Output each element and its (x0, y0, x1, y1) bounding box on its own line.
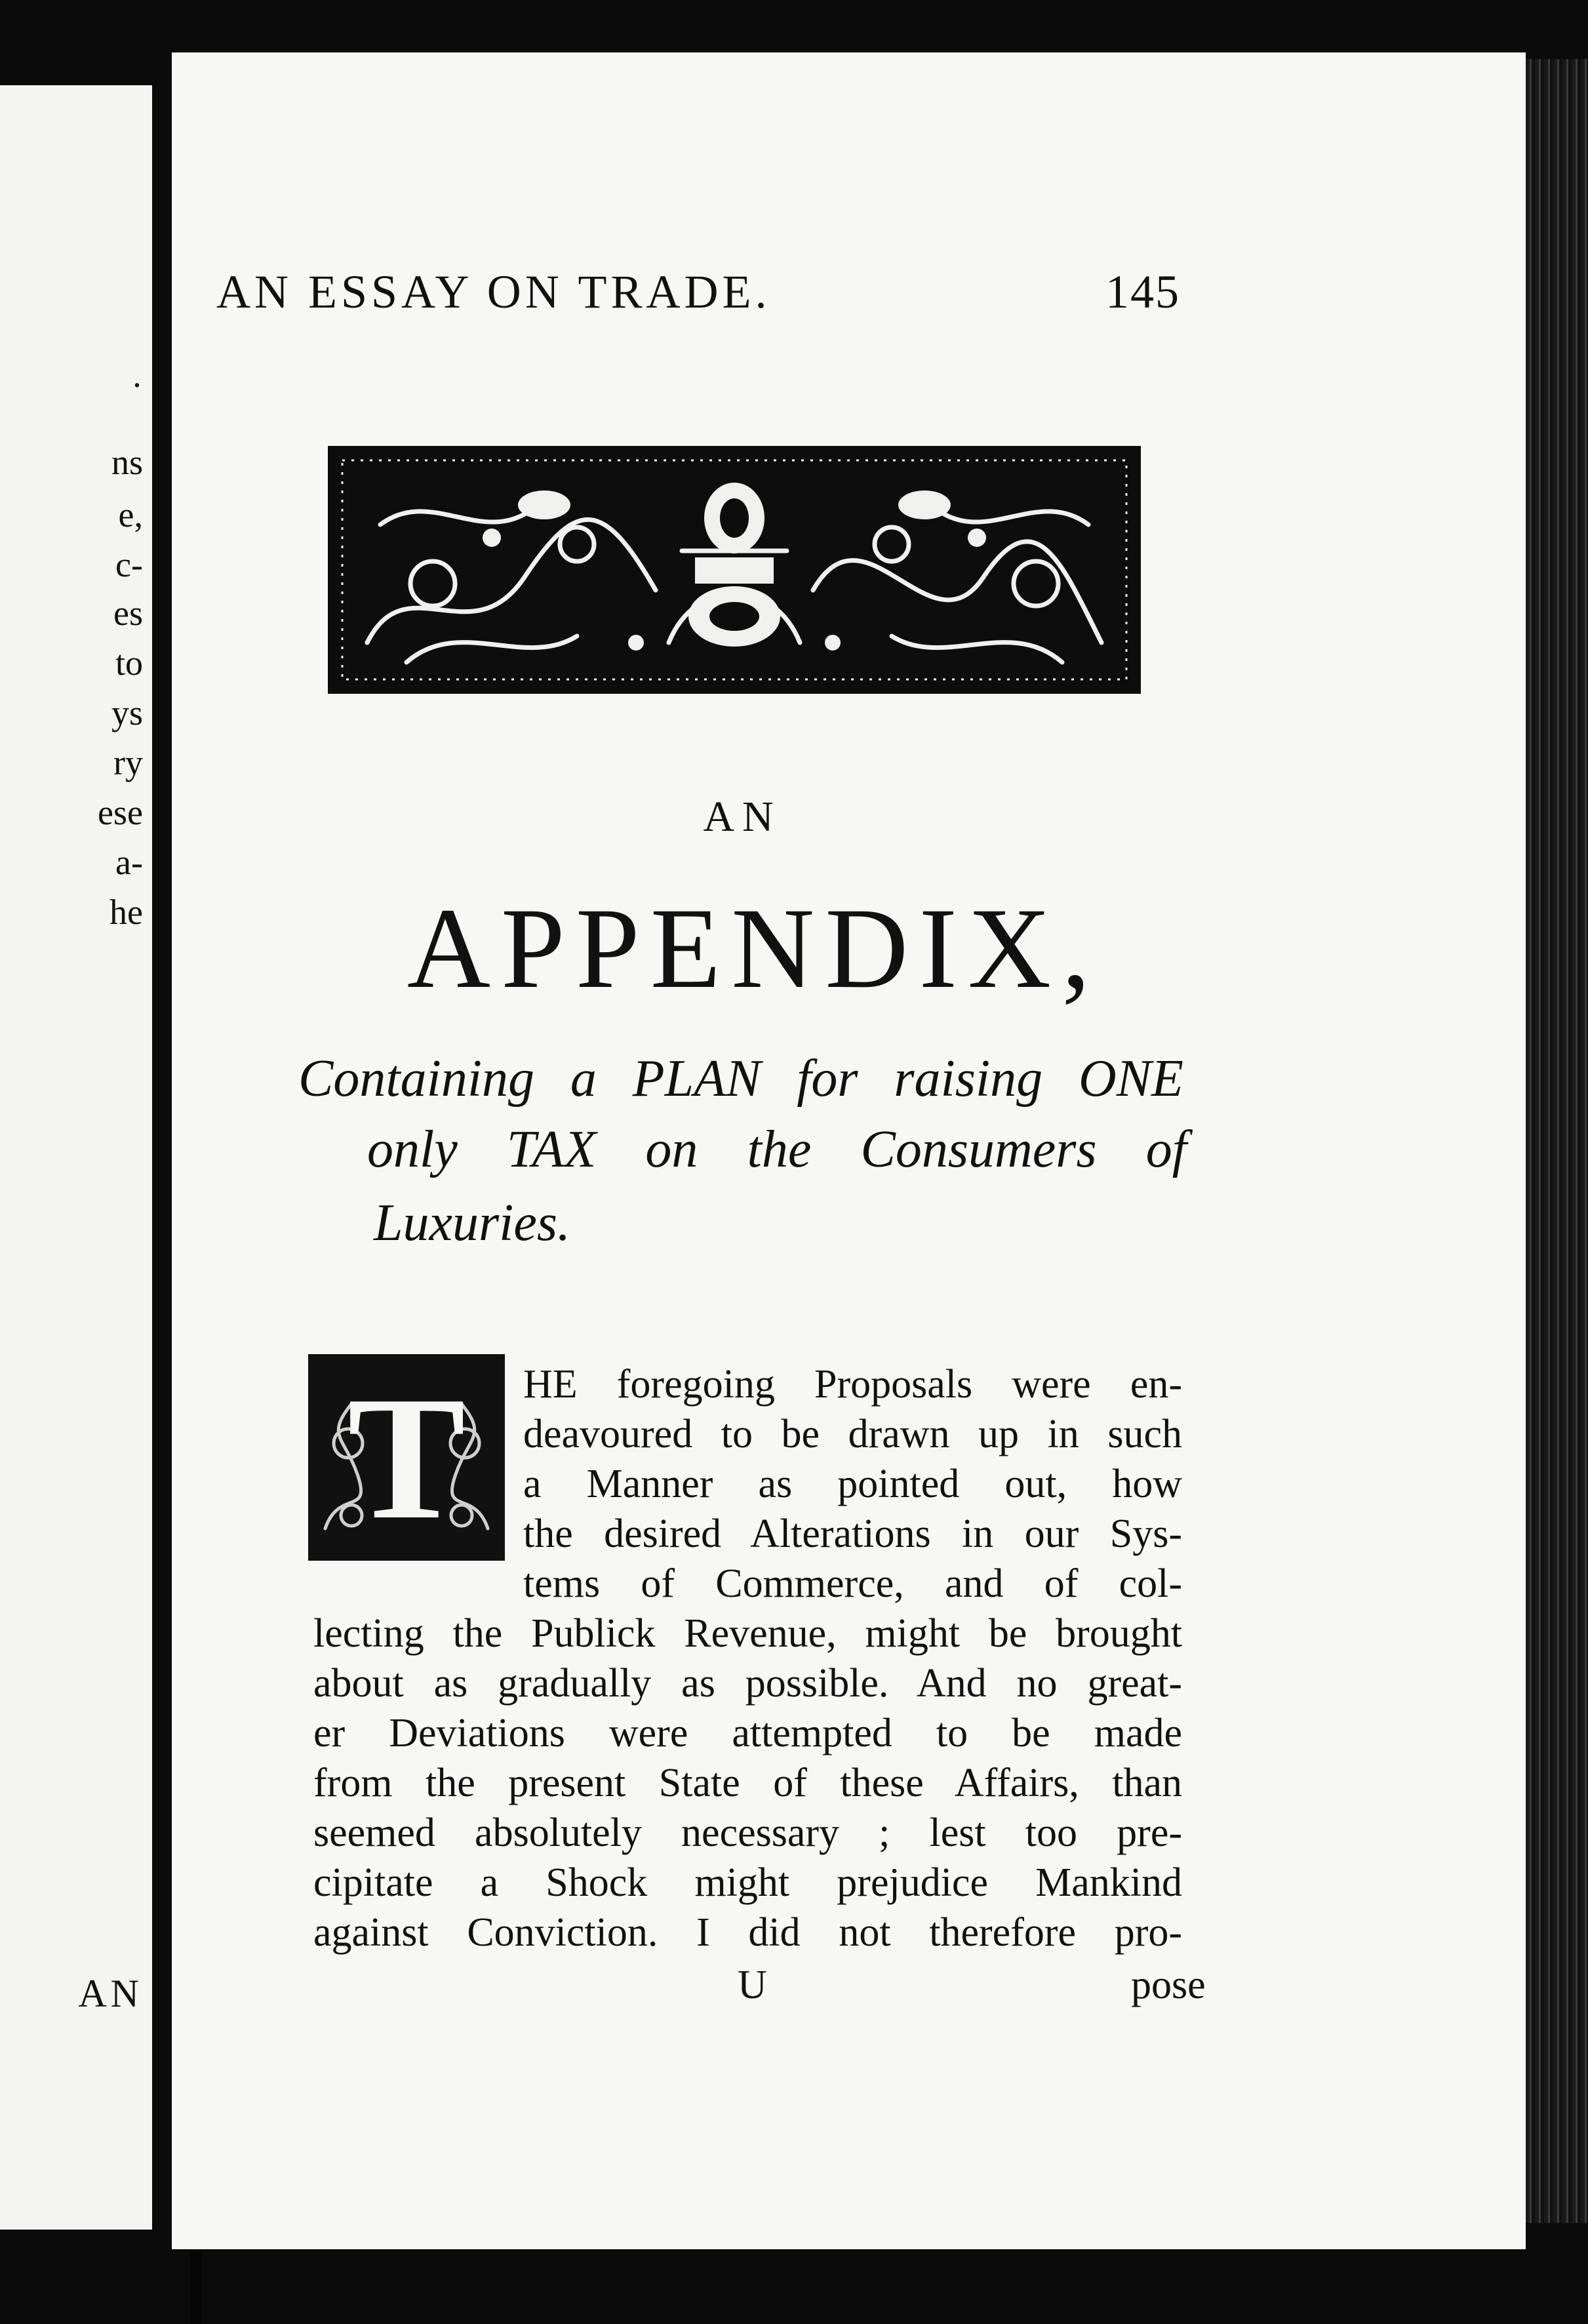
previous-page-text: a- (115, 843, 143, 882)
headpiece-ornament (328, 446, 1141, 694)
body-line: HE foregoing Proposals were en- (523, 1362, 1182, 1407)
subtitle-line: Containing a PLAN for raising ONE (298, 1050, 1183, 1108)
previous-page-text: ys (111, 693, 143, 732)
previous-page-text: es (113, 593, 143, 633)
body-line: a Manner as pointed out, how (523, 1462, 1182, 1506)
previous-page-text: ry (113, 743, 143, 782)
body-line: about as gradually as possible. And no great- (313, 1661, 1182, 1706)
body-line: lecting the Publick Revenue, might be brought (313, 1611, 1182, 1656)
body-line: the desired Alterations in our Sys- (523, 1512, 1182, 1556)
previous-page-text: ns (111, 443, 143, 482)
body-line: seemed absolutely necessary ; lest too pre- (313, 1811, 1182, 1855)
previous-page-fragment (0, 85, 152, 2230)
page-edges (1526, 59, 1588, 2223)
signature-mark: U (738, 1963, 767, 2007)
previous-page-text: ese (98, 793, 143, 832)
subtitle-line: only TAX on the Consumers of (367, 1121, 1187, 1178)
title-prefix: AN (703, 793, 782, 841)
previous-page-catchword: AN (78, 1972, 143, 2015)
drop-cap-letter: T (347, 1360, 466, 1556)
body-line: from the present State of these Affairs, than (313, 1761, 1182, 1805)
previous-page-text: he (109, 892, 143, 932)
subtitle-line: Luxuries. (374, 1194, 570, 1252)
body-line: cipitate a Shock might prejudice Mankind (313, 1860, 1182, 1905)
previous-page-text: c- (115, 545, 143, 584)
running-header (216, 265, 1180, 319)
body-line: er Deviations were attempted to be made (313, 1711, 1182, 1755)
body-line: against Conviction. I did not therefore pro- (313, 1910, 1182, 1955)
previous-page-text: · (131, 365, 143, 405)
previous-page-text: to (115, 643, 143, 683)
body-line: tems of Commerce, and of col- (523, 1561, 1182, 1606)
chapter-title: APPENDIX, (407, 885, 1102, 1012)
running-header-title: AN ESSAY ON TRADE. (216, 266, 771, 318)
previous-page-text: e, (118, 495, 143, 534)
drop-cap-initial (308, 1354, 505, 1561)
page-number: 145 (1105, 266, 1180, 318)
body-line: deavoured to be drawn up in such (523, 1412, 1182, 1456)
catchword: pose (1131, 1963, 1206, 2007)
